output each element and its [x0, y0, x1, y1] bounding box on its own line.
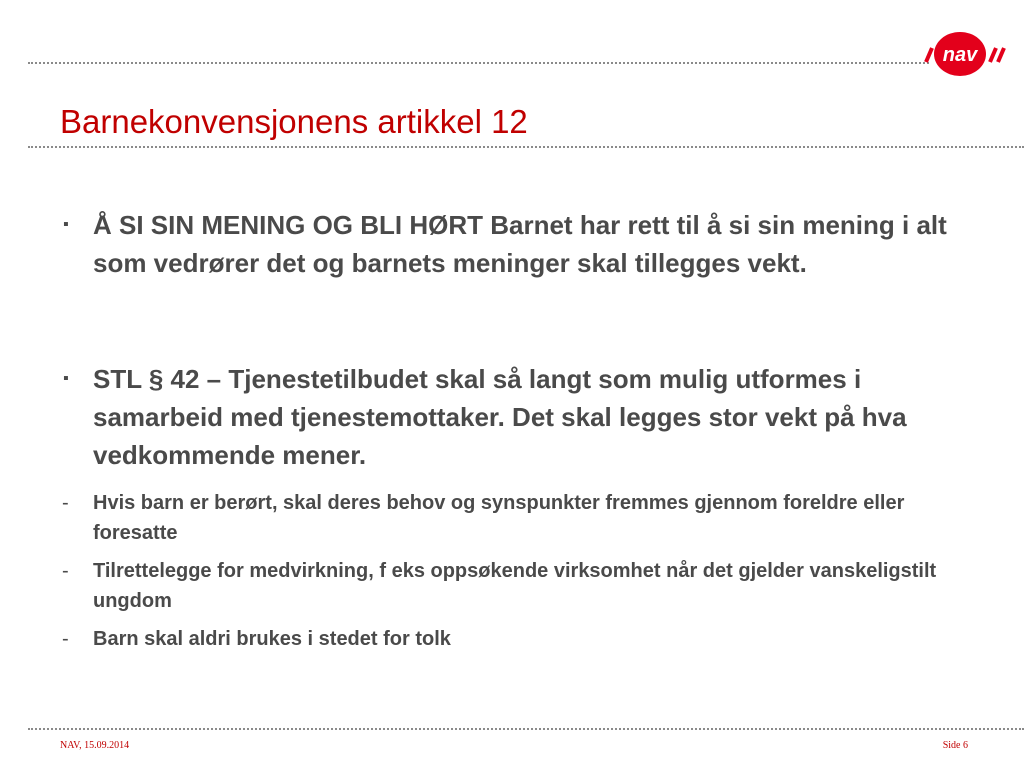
bullet-item [60, 360, 980, 474]
bullet-text: Å SI SIN MENING OG BLI HØRT Barnet har rett til å si sin mening i alt som vedrører det og barnets meninger skal tillegges vekt. [93, 210, 947, 278]
footer-page-number: Side 6 [942, 740, 968, 751]
sub-bullet-item [60, 556, 980, 616]
bullet-item [60, 206, 980, 282]
slide-content [60, 206, 980, 654]
slide-title: Barnekonvensjonens artikkel 12 [60, 103, 528, 140]
sub-bullet-item [60, 488, 980, 548]
title-dotted-rule [28, 146, 1024, 148]
dash-bullet-icon: - [62, 628, 69, 650]
nav-logo [922, 22, 1012, 82]
square-bullet-icon: ▪ [63, 216, 69, 233]
bullet-text: STL § 42 – Tjenestetilbudet skal så langt som mulig utformes i samarbeid med tjenestemottaker. Det skal legges stor vekt på hva vedkommende mener. [93, 364, 907, 470]
sub-bullet-text: Tilrettelegge for medvirkning, f eks oppsøkende virksomhet når det gjelder vanskeligstilt ungdom [93, 560, 937, 612]
footer-date: NAV, 15.09.2014 [60, 740, 130, 751]
footer-dotted-rule [28, 728, 1024, 730]
sub-bullet-text: Barn skal aldri brukes i stedet for tolk [93, 628, 451, 650]
sub-bullet-item [60, 624, 980, 654]
top-dotted-rule [28, 62, 929, 64]
logo-text: nav [942, 44, 978, 66]
dash-bullet-icon: - [62, 492, 69, 514]
square-bullet-icon: ▪ [63, 370, 69, 387]
sub-bullet-text: Hvis barn er berørt, skal deres behov og synspunkter fremmes gjennom foreldre eller foresatte [93, 492, 905, 544]
dash-bullet-icon: - [62, 560, 69, 582]
